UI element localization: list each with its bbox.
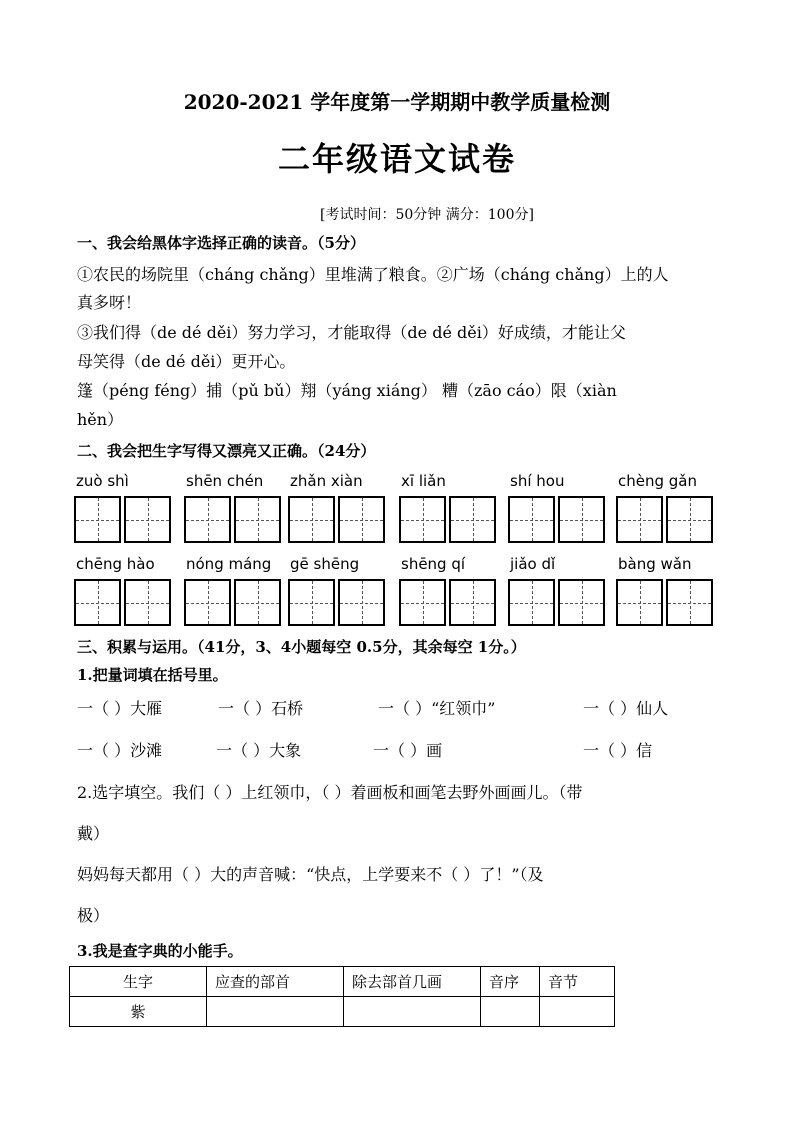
tianzige-box[interactable]	[666, 579, 713, 626]
table-cell[interactable]	[481, 997, 540, 1027]
q2-line-1: 2.选字填空。我们（ ）上红领巾，（ ）着画板和画笔去野外画画儿。（带	[77, 783, 583, 802]
tianzige-box[interactable]	[74, 579, 121, 626]
dictionary-table	[69, 966, 615, 1027]
exam-period-heading: 2020-2021 学年度第一学期期中教学质量检测	[183, 90, 611, 114]
tianzige-box[interactable]	[184, 496, 231, 543]
section1-line-4: 母笑得（de dé děi）更开心。	[77, 352, 296, 371]
section2-heading: 二、我会把生字写得又漂亮又正确。（24分）	[77, 442, 376, 460]
table-header: 应查的部首	[207, 967, 344, 997]
pinyin-label: nóng máng	[186, 555, 272, 573]
measure-word-item[interactable]: 一（ ）大象	[216, 741, 302, 760]
pinyin-label: shí hou	[510, 472, 565, 490]
exam-info: [考试时间：50分钟 满分：100分]	[320, 207, 534, 223]
pinyin-label: chēng hào	[76, 555, 155, 573]
table-row	[70, 997, 615, 1027]
tianzige-box[interactable]	[558, 496, 605, 543]
table-header: 音序	[481, 967, 540, 997]
q1-title: 1.把量词填在括号里。	[77, 666, 228, 684]
tianzige-box[interactable]	[616, 579, 663, 626]
pinyin-label: shēng qí	[401, 555, 466, 573]
table-cell[interactable]	[344, 997, 481, 1027]
tianzige-box[interactable]	[234, 579, 281, 626]
tianzige-box[interactable]	[616, 496, 663, 543]
tianzige-box[interactable]	[338, 496, 385, 543]
measure-word-item[interactable]: 一（ ）沙滩	[77, 741, 163, 760]
table-cell[interactable]	[540, 997, 615, 1027]
measure-word-item[interactable]: 一（ ）石桥	[218, 699, 304, 718]
measure-word-item[interactable]: 一（ ）大雁	[77, 699, 163, 718]
pinyin-label: xī liǎn	[401, 472, 446, 490]
tianzige-box[interactable]	[288, 579, 335, 626]
tianzige-box[interactable]	[666, 496, 713, 543]
q2-line-4: 极）	[77, 906, 110, 925]
q2-line-2: 戴）	[77, 824, 110, 843]
section1-line-6: hěn）	[77, 410, 124, 429]
tianzige-box[interactable]	[234, 496, 281, 543]
section3-heading: 三、积累与运用。（41分，3、4小题每空 0.5分，其余每空 1分。）	[77, 638, 526, 656]
pinyin-label: shēn chén	[186, 472, 264, 490]
section1-line-2: 真多呀！	[77, 293, 142, 312]
section1-line-1: ①农民的场院里（cháng chǎng）里堆满了粮食。②广场（cháng chǎng）上的人	[77, 265, 669, 284]
page-title: 二年级语文试卷	[277, 140, 516, 178]
pinyin-label: zuò shì	[76, 472, 129, 490]
pinyin-label: jiǎo dǐ	[510, 555, 556, 573]
table-header: 除去部首几画	[344, 967, 481, 997]
section1-heading: 一、我会给黑体字选择正确的读音。（5分）	[77, 234, 365, 252]
tianzige-box[interactable]	[399, 579, 446, 626]
tianzige-box[interactable]	[124, 579, 171, 626]
table-header-row	[70, 967, 615, 997]
tianzige-box[interactable]	[508, 579, 555, 626]
table-cell: 紫	[70, 997, 207, 1027]
section1-line-3: ③我们得（de dé děi）努力学习，才能取得（de dé děi）好成绩，才能让父	[77, 323, 626, 342]
tianzige-box[interactable]	[184, 579, 231, 626]
measure-word-item[interactable]: 一（ ）仙人	[583, 699, 669, 718]
tianzige-box[interactable]	[74, 496, 121, 543]
pinyin-label: bàng wǎn	[618, 555, 692, 573]
pinyin-label: chèng gǎn	[618, 472, 697, 490]
table-header: 生字	[70, 967, 207, 997]
tianzige-box[interactable]	[338, 579, 385, 626]
q2-line-3: 妈妈每天都用（ ）大的声音喊：“快点，上学要来不（ ）了！”（及	[77, 865, 544, 884]
tianzige-box[interactable]	[399, 496, 446, 543]
measure-word-item[interactable]: 一（ ）画	[373, 741, 443, 760]
tianzige-box[interactable]	[449, 496, 496, 543]
section1-line-5: 篷（péng féng）捕（pǔ bǔ）翔（yáng xiáng） 糟（zāo cáo）限（xiàn	[77, 381, 617, 400]
tianzige-box[interactable]	[508, 496, 555, 543]
tianzige-box[interactable]	[288, 496, 335, 543]
measure-word-item[interactable]: 一（ ）信	[583, 741, 653, 760]
tianzige-box[interactable]	[558, 579, 605, 626]
q3-title: 3.我是查字典的小能手。	[77, 942, 243, 960]
measure-word-item[interactable]: 一（ ）“红领巾”	[378, 699, 496, 718]
pinyin-label: zhǎn xiàn	[290, 472, 363, 490]
pinyin-label: gē shēng	[290, 555, 360, 573]
tianzige-box[interactable]	[124, 496, 171, 543]
table-cell[interactable]	[207, 997, 344, 1027]
tianzige-box[interactable]	[449, 579, 496, 626]
table-header: 音节	[540, 967, 615, 997]
